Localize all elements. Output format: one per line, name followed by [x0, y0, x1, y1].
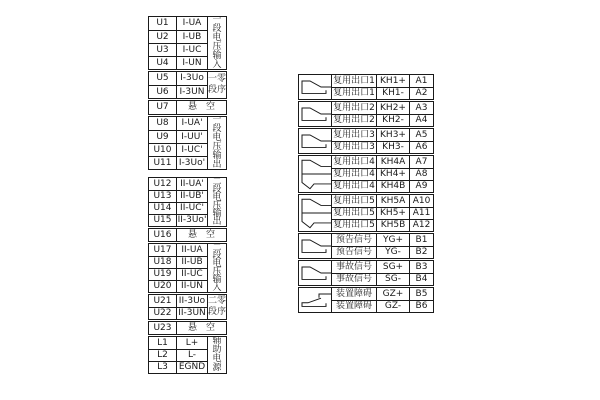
group-label-line: 电 — [212, 133, 222, 143]
terminal-number-cell: A9 — [409, 180, 433, 192]
group-label-line: 入 — [212, 283, 222, 292]
signal-name-cell: EGND — [176, 361, 207, 373]
group-label-line: 输 — [212, 51, 222, 61]
output-code-cell: SG- — [376, 273, 409, 285]
signal-name-cell: I-3UN — [176, 85, 207, 98]
terminal-number-cell: A8 — [409, 168, 433, 180]
output-name-cell: 复用出口4 — [331, 156, 376, 168]
group-label-line: 压 — [212, 201, 222, 211]
output-group — [298, 194, 434, 232]
changeover-contact-icon — [299, 156, 331, 192]
group-label-line: 输 — [212, 275, 222, 285]
output-name-cell: 事故信号 — [331, 261, 376, 273]
terminal-group — [148, 243, 227, 293]
group-label-line: 压 — [212, 142, 222, 152]
group-label-line: 段 — [212, 124, 222, 134]
signal-name-cell: II-3Uo' — [177, 215, 207, 225]
group-label — [207, 72, 226, 98]
output-code-cell: KH3- — [376, 141, 409, 153]
terminal-id-cell: U23 — [153, 322, 172, 333]
terminal-number-cell: A1 — [409, 75, 433, 87]
output-name-cell: 预告信号 — [331, 234, 376, 246]
terminal-id-cell: U16 — [153, 229, 172, 240]
output-code-cell: KH4+ — [376, 168, 409, 180]
output-name-cell: 复用出口4 — [331, 180, 376, 192]
group-label-line: 出 — [212, 160, 222, 169]
terminal-id-cell: U6 — [149, 85, 176, 98]
terminal-number-cell: A11 — [409, 207, 433, 219]
normally-closed-contact-icon — [299, 288, 331, 312]
terminal-id-cell: U21 — [153, 295, 172, 306]
group-label-line: 段序 — [208, 307, 226, 317]
terminal-group — [148, 16, 227, 70]
output-code-cell: KH2- — [376, 114, 409, 126]
group-label-line: 输 — [212, 209, 222, 219]
signal-name-cell: II-UN — [176, 280, 207, 292]
terminal-group — [148, 294, 227, 320]
signal-name-cell: II-UB' — [176, 190, 207, 202]
voltage-terminal-table-1 — [148, 16, 227, 171]
terminal-id-cell: U19 — [149, 268, 176, 280]
terminal-group — [148, 71, 227, 99]
output-name-cell: 装置障碍 — [331, 300, 376, 312]
group-label-line: 压 — [212, 267, 222, 277]
terminal-group — [148, 321, 227, 335]
output-code-cell: KH5A — [376, 195, 409, 207]
output-name-cell: 复用出口4 — [331, 168, 376, 180]
terminal-id-cell: U7 — [156, 102, 169, 112]
output-code-cell: GZ+ — [376, 288, 409, 300]
group-label-line: 二 — [212, 244, 222, 253]
terminal-group — [148, 177, 227, 227]
terminal-id-cell: U1 — [156, 18, 169, 28]
terminal-id-cell: L3 — [149, 361, 176, 373]
signal-name-cell: II-3Uo — [176, 295, 207, 307]
group-label — [207, 295, 226, 319]
output-code-cell: GZ- — [376, 300, 409, 312]
output-code-cell: KH4A — [376, 156, 409, 168]
terminal-id-cell: U2 — [149, 30, 176, 43]
group-label-line: 助 — [212, 345, 222, 355]
signal-name-cell: I-UN — [176, 56, 207, 69]
terminal-id-cell: U5 — [156, 73, 169, 83]
terminal-group — [148, 116, 227, 170]
terminal-number-cell: A10 — [409, 195, 433, 207]
group-label-line: 一零 — [208, 74, 226, 84]
group-label-line: 段 — [212, 185, 222, 195]
signal-name-cell: I-UB — [176, 30, 207, 43]
output-group — [298, 101, 434, 127]
group-label-line: 压 — [212, 42, 222, 52]
output-name-cell: 事故信号 — [331, 273, 376, 285]
group-label-line: 二 — [212, 178, 222, 187]
signal-name-cell: II-3UN — [176, 307, 207, 319]
signal-name-cell: I-UC — [176, 43, 207, 56]
group-label-line: 段 — [212, 24, 222, 34]
output-group — [298, 260, 434, 286]
spare-cell: 悬空 — [176, 229, 226, 241]
group-label — [207, 337, 226, 373]
terminal-number-cell: A4 — [409, 114, 433, 126]
output-name-cell: 复用出口1 — [331, 75, 376, 87]
terminal-id-cell: U3 — [149, 43, 176, 56]
signal-name-cell: II-UA — [176, 244, 207, 256]
terminal-group — [148, 228, 227, 242]
output-group — [298, 74, 434, 100]
terminal-id-cell: U20 — [149, 280, 176, 292]
terminal-number-cell: B6 — [409, 300, 433, 312]
output-name-cell: 复用出口3 — [331, 129, 376, 141]
terminal-id-cell: U8 — [156, 118, 169, 128]
output-code-cell: YG+ — [376, 234, 409, 246]
group-label-line: 源 — [212, 363, 222, 373]
terminal-id-cell: U22 — [149, 307, 176, 319]
output-group — [298, 233, 434, 259]
normally-open-contact-icon — [299, 129, 331, 153]
output-group — [298, 287, 434, 313]
output-code-cell: KH2+ — [376, 102, 409, 114]
group-label-line: 电 — [212, 259, 222, 269]
terminal-id-cell: U17 — [153, 244, 172, 255]
group-label — [207, 17, 226, 69]
output-name-cell: 预告信号 — [331, 246, 376, 258]
signal-name-cell: I-UC' — [176, 143, 207, 156]
output-name-cell: 复用出口2 — [331, 114, 376, 126]
terminal-number-cell: B4 — [409, 273, 433, 285]
terminal-number-cell: A5 — [409, 129, 433, 141]
terminal-number-cell: A7 — [409, 156, 433, 168]
normally-open-contact-icon — [299, 234, 331, 258]
spare-cell: 悬空 — [176, 322, 226, 334]
group-label — [207, 178, 226, 226]
group-label-line: 二零 — [208, 296, 226, 306]
terminal-id-cell: U4 — [149, 56, 176, 69]
output-code-cell: KH3+ — [376, 129, 409, 141]
terminal-id-cell: U13 — [149, 190, 176, 202]
output-name-cell: 复用出口5 — [331, 207, 376, 219]
terminal-id-cell: U10 — [149, 143, 176, 156]
output-code-cell: YG- — [376, 246, 409, 258]
signal-name-cell: I-3Uo — [176, 72, 207, 85]
normally-open-contact-icon — [299, 102, 331, 126]
signal-name-cell: II-UC' — [176, 202, 207, 214]
group-label-line: 电 — [212, 33, 222, 43]
terminal-number-cell: B1 — [409, 234, 433, 246]
output-terminal-table — [298, 74, 434, 314]
output-name-cell: 复用出口2 — [331, 102, 376, 114]
spare-cell: 悬空 — [176, 101, 226, 114]
signal-name-cell: I-UU' — [176, 130, 207, 143]
output-name-cell: 复用出口1 — [331, 87, 376, 99]
group-label-line: 段序 — [208, 85, 226, 95]
terminal-number-cell: A2 — [409, 87, 433, 99]
group-label-line: 段 — [212, 251, 222, 261]
signal-name-cell: L- — [176, 349, 207, 361]
terminal-id-cell: U14 — [149, 202, 176, 214]
output-name-cell: 装置障碍 — [331, 288, 376, 300]
terminal-id-cell: U18 — [149, 256, 176, 268]
terminal-id-cell: U12 — [153, 178, 172, 189]
group-label-line: 入 — [212, 60, 222, 69]
signal-name-cell: L+ — [176, 337, 207, 349]
group-label-line: 电 — [212, 193, 222, 203]
terminal-id-cell: U15 — [149, 214, 176, 226]
signal-name-cell: I-UA' — [176, 117, 207, 130]
group-label-line: 出 — [212, 217, 222, 226]
output-code-cell: KH5+ — [376, 207, 409, 219]
terminal-number-cell: B2 — [409, 246, 433, 258]
output-code-cell: KH5B — [376, 219, 409, 231]
group-label-line: 辅 — [212, 337, 222, 346]
terminal-number-cell: B5 — [409, 288, 433, 300]
group-label-line: 一 — [212, 117, 222, 125]
group-label-line: 电 — [212, 354, 222, 364]
output-code-cell: KH4B — [376, 180, 409, 192]
signal-name-cell: I-3Uo' — [176, 156, 207, 169]
group-label-line: 一 — [212, 17, 222, 25]
voltage-terminal-table-2 — [148, 177, 227, 375]
group-label — [207, 117, 226, 169]
terminal-id-cell: U9 — [149, 130, 176, 143]
terminal-group — [148, 336, 227, 374]
output-code-cell: KH1+ — [376, 75, 409, 87]
terminal-id-cell: L1 — [157, 337, 168, 348]
output-code-cell: KH1- — [376, 87, 409, 99]
output-code-cell: SG+ — [376, 261, 409, 273]
output-name-cell: 复用出口5 — [331, 219, 376, 231]
signal-name-cell: II-UB — [176, 256, 207, 268]
group-label — [207, 244, 226, 292]
terminal-number-cell: A3 — [409, 102, 433, 114]
terminal-number-cell: A6 — [409, 141, 433, 153]
terminal-group — [148, 100, 227, 115]
output-group — [298, 128, 434, 154]
output-name-cell: 复用出口5 — [331, 195, 376, 207]
normally-open-contact-icon — [299, 261, 331, 285]
group-label-line: 输 — [212, 151, 222, 161]
terminal-id-cell: L2 — [149, 349, 176, 361]
output-name-cell: 复用出口3 — [331, 141, 376, 153]
signal-name-cell: II-UA' — [176, 178, 207, 190]
signal-name-cell: I-UA — [176, 17, 207, 30]
changeover-contact-icon — [299, 195, 331, 231]
normally-open-contact-icon — [299, 75, 331, 99]
signal-name-cell: II-UC — [176, 268, 207, 280]
output-group — [298, 155, 434, 193]
terminal-number-cell: B3 — [409, 261, 433, 273]
terminal-number-cell: A12 — [409, 219, 433, 231]
terminal-id-cell: U11 — [149, 156, 176, 169]
